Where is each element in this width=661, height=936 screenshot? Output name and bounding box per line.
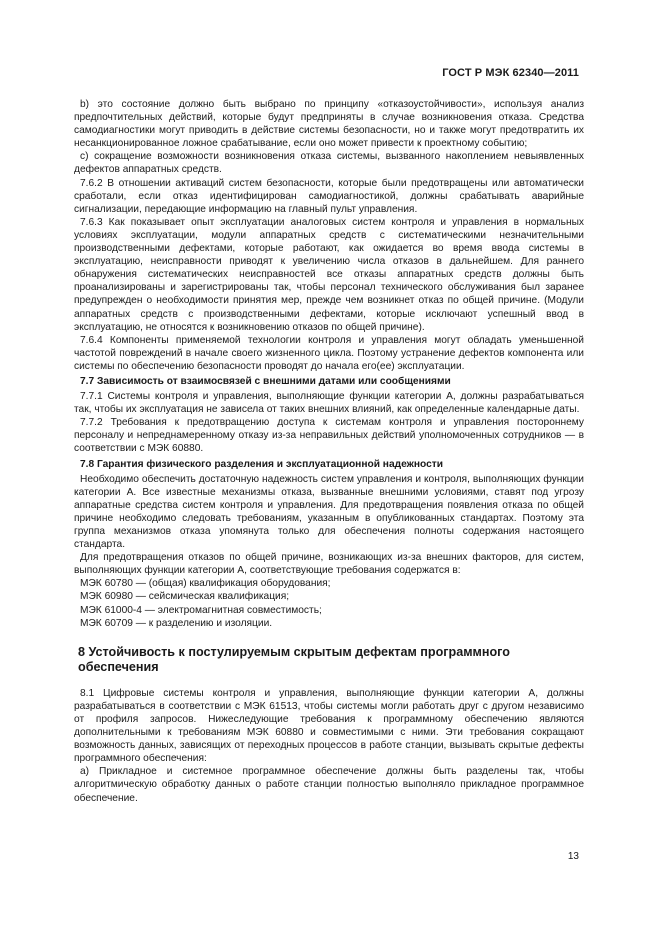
paragraph-7-7-1: 7.7.1 Системы контроля и управления, выполняющие функции категории А, должны разрабатываться так, чтобы их эксплуатация не зависела от таких внешних влияний, как определенные календарные даты. [74,391,584,416]
page-content [74,98,584,805]
standards-list [74,577,584,629]
section-7-7-heading: 7.7 Зависимость от взаимосвязей с внешними датами или сообщениями [80,375,451,387]
list-item: МЭК 60780 — (общая) квалификация оборудования; [80,578,331,590]
paragraph-7-6-3: 7.6.3 Как показывает опыт эксплуатации аналоговых систем контроля и управления в нормальных условиях эксплуатации, модули аппаратных средств с систематическими незначительными производственными дефектами, которые работают, как ожидается во время ввода системы в эксплуатацию, неисправности приводят к увеличению числа отказов в дальнейшем. Для раннего обнаружения систематических неисправностей все отказы аппаратных средств должны быть проанализированы и зарегистрированы так, чтобы персонал технического обслуживания был заранее предупрежден о необходимости принятия мер, прежде чем возникнет отказ по общей причине. (Модули аппаратных средств с производственными дефектами, которые исключают успешный ввод в эксплуатацию, не относятся к возникновению отказов по общей причине). [74,216,584,333]
paragraph-8-1-a: а) Прикладное и системное программное обеспечение должны быть разделены так, чтобы алгоритмическую обработку данных о работе станции полностью выполняло прикладное программное обеспечение. [74,766,584,804]
paragraph-7-7-2: 7.7.2 Требования к предотвращению доступа к системам контроля и управления постороннему персоналу и непреднамеренному отказу из-за неправильных действий уполномоченных сотрудников — в соответствии с МЭК 60880. [74,417,584,455]
list-item: МЭК 60709 — к разделению и изоляции. [80,617,273,629]
paragraph-8-1: 8.1 Цифровые системы контроля и управления, выполняющие функции категории А, должны разрабатываться в соответствии с МЭК 61513, чтобы системы могли работать друг с другом независимо от профиля запросов. Нижеследующие требования к программному обеспечению являются дополнительными к требованиям МЭК 60880 и совместимыми с ними. Эти требования сокращают возможность данных, зависящих от переходных процессов в работе станции, вызывать скрытые дефекты программного обеспечения: [74,687,584,765]
page-number: 13 [567,851,579,862]
paragraph-7-6-4: 7.6.4 Компоненты применяемой технологии контроля и управления могут обладать уменьшенной частотой повреждений в начале своего жизненного цикла. Поэтому устранение дефектов компонента или системы по обеспечению безопасности проводят до начала его(ее) эксплуатации. [74,334,584,372]
paragraph-7-6-1-b: b) это состояние должно быть выбрано по принципу «отказоустойчивости», используя анализ предпочтительных действий, которые будут предприняты в случае возникновения отказа. Средства самодиагностики могут приводить в действие системы безопасности, но и также могут предотвратить их несанкционированное ложное срабатывание, если оно может привести к проектному событию; [74,99,584,150]
paragraph-7-6-2: 7.6.2 В отношении активаций систем безопасности, которые были предотвращены или автоматически сработали, если отказ идентифицирован самодиагностикой, должны срабатывать аварийные сигнализации, передающие информацию на главный пульт управления. [74,177,584,215]
section-8-heading: 8 Устойчивость к постулируемым скрытым дефектам программного обеспечения [78,644,510,674]
section-7-8-heading: 7.8 Гарантия физического разделения и эксплуатационной надежности [80,458,443,470]
list-item: МЭК 61000-4 — электромагнитная совместимость; [80,604,322,616]
paragraph-7-8-a: Необходимо обеспечить достаточную надежность систем управления и контроля, выполняющих функции категории А. Все известные механизмы отказа, вызванные внешними условиями, ставят под угрозу аппаратные средства систем контроля и управления. Для предотвращения появления отказа по общей причине необходимо следовать требованиям, указанным в опубликованных стандартах. Поэтому эта группа механизмов отказа упомянута только для обеспечения полноты содержания настоящего стандарта. [74,473,584,551]
paragraph-7-8-b: Для предотвращения отказов по общей причине, возникающих из-за внешних факторов, для систем, выполняющих функции категории А, соответствующие требования содержатся в: [74,552,584,577]
list-item: МЭК 60980 — сейсмическая квалификация; [80,591,290,603]
standard-header: ГОСТ Р МЭК 62340—2011 [442,67,579,79]
paragraph-7-6-1-c: c) сокращение возможности возникновения отказа системы, вызванного накоплением невыявленных дефектов аппаратных средств. [74,151,584,176]
